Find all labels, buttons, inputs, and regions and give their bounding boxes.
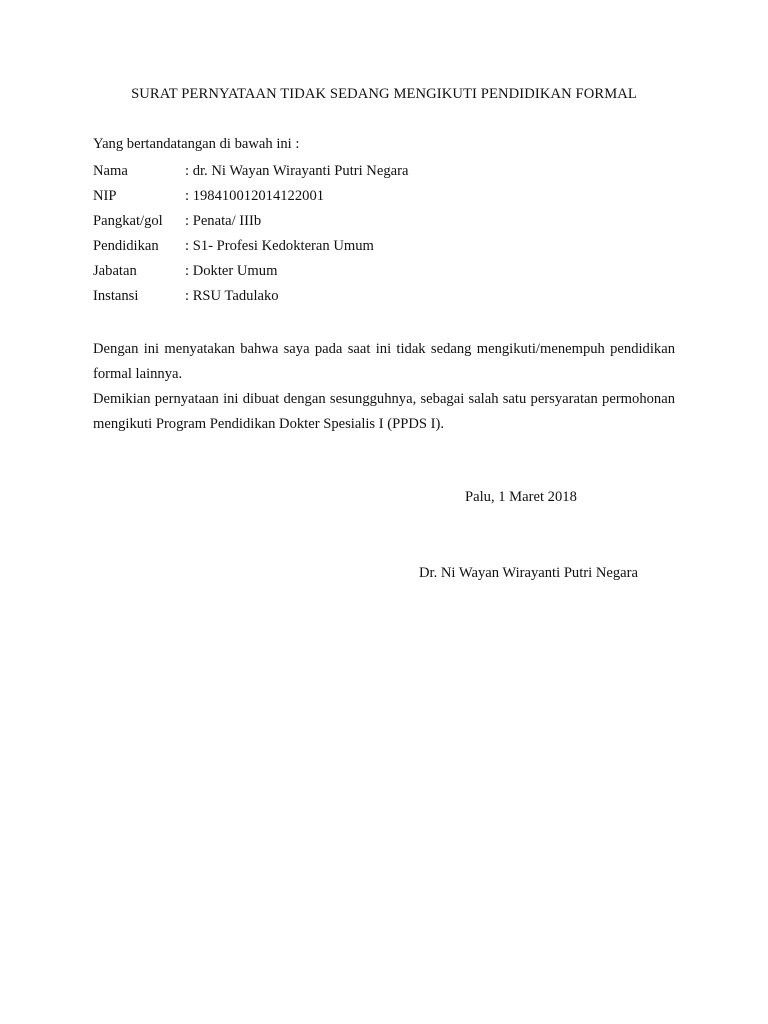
field-label: Jabatan	[93, 263, 137, 279]
field-row-nip	[93, 186, 408, 211]
intro-text: Yang bertandatangan di bawah ini :	[93, 136, 300, 152]
closing-paragraph: Demikian pernyataan ini dibuat dengan sesungguhnya, sebagai salah satu persyaratan permohonan mengikuti Program Pendidikan Dokter Spesialis I (PPDS I).	[93, 391, 675, 432]
field-value: : dr. Ni Wayan Wirayanti Putri Negara	[185, 163, 409, 179]
field-value: : 198410012014122001	[185, 188, 325, 204]
date-place: Palu, 1 Maret 2018	[465, 489, 577, 505]
field-row-pendidikan	[93, 236, 408, 261]
field-row-instansi	[93, 286, 408, 311]
identity-fields	[93, 161, 408, 311]
field-value: : Penata/ IIIb	[185, 213, 262, 229]
field-row-nama	[93, 161, 408, 186]
document-title: SURAT PERNYATAAN TIDAK SEDANG MENGIKUTI PENDIDIKAN FORMAL	[131, 86, 637, 102]
field-value: : S1- Profesi Kedokteran Umum	[185, 238, 374, 254]
field-row-jabatan	[93, 261, 408, 286]
field-row-pangkat	[93, 211, 408, 236]
field-label: Nama	[93, 163, 128, 179]
field-label: NIP	[93, 188, 117, 204]
field-value: : RSU Tadulako	[185, 288, 279, 304]
field-label: Pangkat/gol	[93, 213, 163, 229]
field-label: Pendidikan	[93, 238, 159, 254]
signer-name: Dr. Ni Wayan Wirayanti Putri Negara	[419, 565, 638, 581]
statement-paragraph: Dengan ini menyatakan bahwa saya pada saat ini tidak sedang mengikuti/menempuh pendidikan formal lainnya.	[93, 341, 675, 382]
field-value: : Dokter Umum	[185, 263, 278, 279]
field-label: Instansi	[93, 288, 139, 304]
